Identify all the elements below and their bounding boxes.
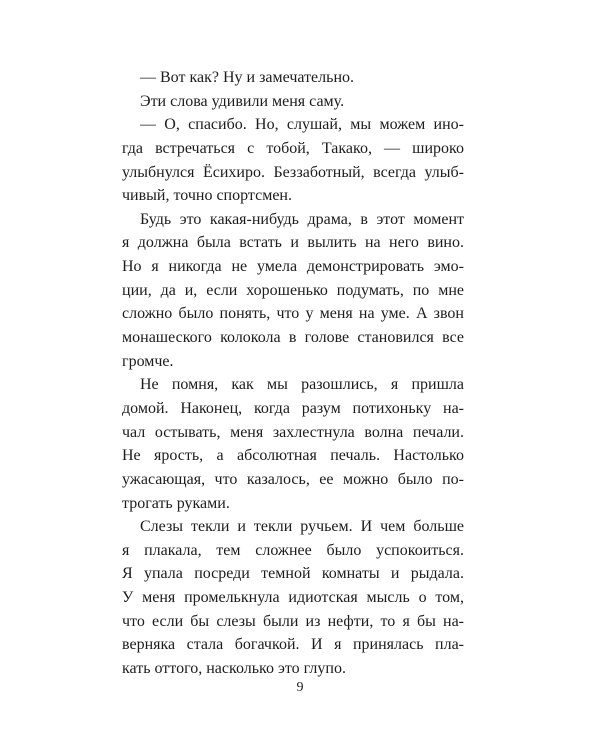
text-line: я должна была встать и вылить на него вино. xyxy=(122,234,464,252)
paragraph xyxy=(122,208,464,373)
text-line: ужасающая, что казалось, ее можно было по- xyxy=(122,470,464,488)
text-line: Слезы текли и текли ручьем. И чем больше xyxy=(140,518,464,536)
text-line: Но я никогда не умела демонстрировать эмо- xyxy=(122,258,464,276)
text-line: что если бы слезы были из нефти, то я бы на- xyxy=(122,612,464,630)
text-line: Эти слова удивили меня саму. xyxy=(140,92,345,110)
text-line: громче. xyxy=(122,352,174,370)
paragraph xyxy=(122,373,464,515)
text-line: Не помня, как мы разошлись, я пришла xyxy=(140,376,464,394)
text-line: чал остывать, меня захлестнула волна печали. xyxy=(122,423,464,441)
paragraph xyxy=(122,66,464,90)
text-line: гда встречаться с тобой, Такако, — широко xyxy=(122,139,464,157)
text-line: монашеского колокола в голове становился все xyxy=(122,329,464,347)
body-text xyxy=(122,66,464,681)
page-number: 9 xyxy=(296,680,304,695)
text-line: — Вот как? Ну и замечательно. xyxy=(140,69,354,86)
paragraph xyxy=(122,113,464,208)
text-line: ции, да и, если хорошенько подумать, по мне xyxy=(122,281,464,299)
text-line: кать оттого, насколько это глупо. xyxy=(122,660,346,678)
paragraph xyxy=(122,515,464,680)
text-line: — О, спасибо. Но, слушай, мы можем ино- xyxy=(140,116,464,134)
text-line: Будь это какая-нибудь драма, в этот момент xyxy=(140,210,464,228)
text-line: Я упала посреди темной комнаты и рыдала. xyxy=(122,565,464,583)
text-line: У меня промелькнула идиотская мысль о том, xyxy=(122,589,464,607)
paragraph xyxy=(122,90,464,114)
text-line: трогать руками. xyxy=(122,494,230,512)
text-line: верняка стала богачкой. И я принялась пла- xyxy=(122,636,464,654)
text-line: я плакала, тем сложнее было успокоиться. xyxy=(122,541,464,559)
text-line: Не ярость, а абсолютная печаль. Настолько xyxy=(122,447,464,465)
text-line: домой. Наконец, когда разум потихоньку на- xyxy=(122,399,464,417)
text-line: улыбнулся Ёсихиро. Беззаботный, всегда улыб- xyxy=(122,163,464,181)
text-line: чивый, точно спортсмен. xyxy=(122,187,292,205)
text-line: сложно было понять, что у меня на уме. А звон xyxy=(122,305,464,323)
